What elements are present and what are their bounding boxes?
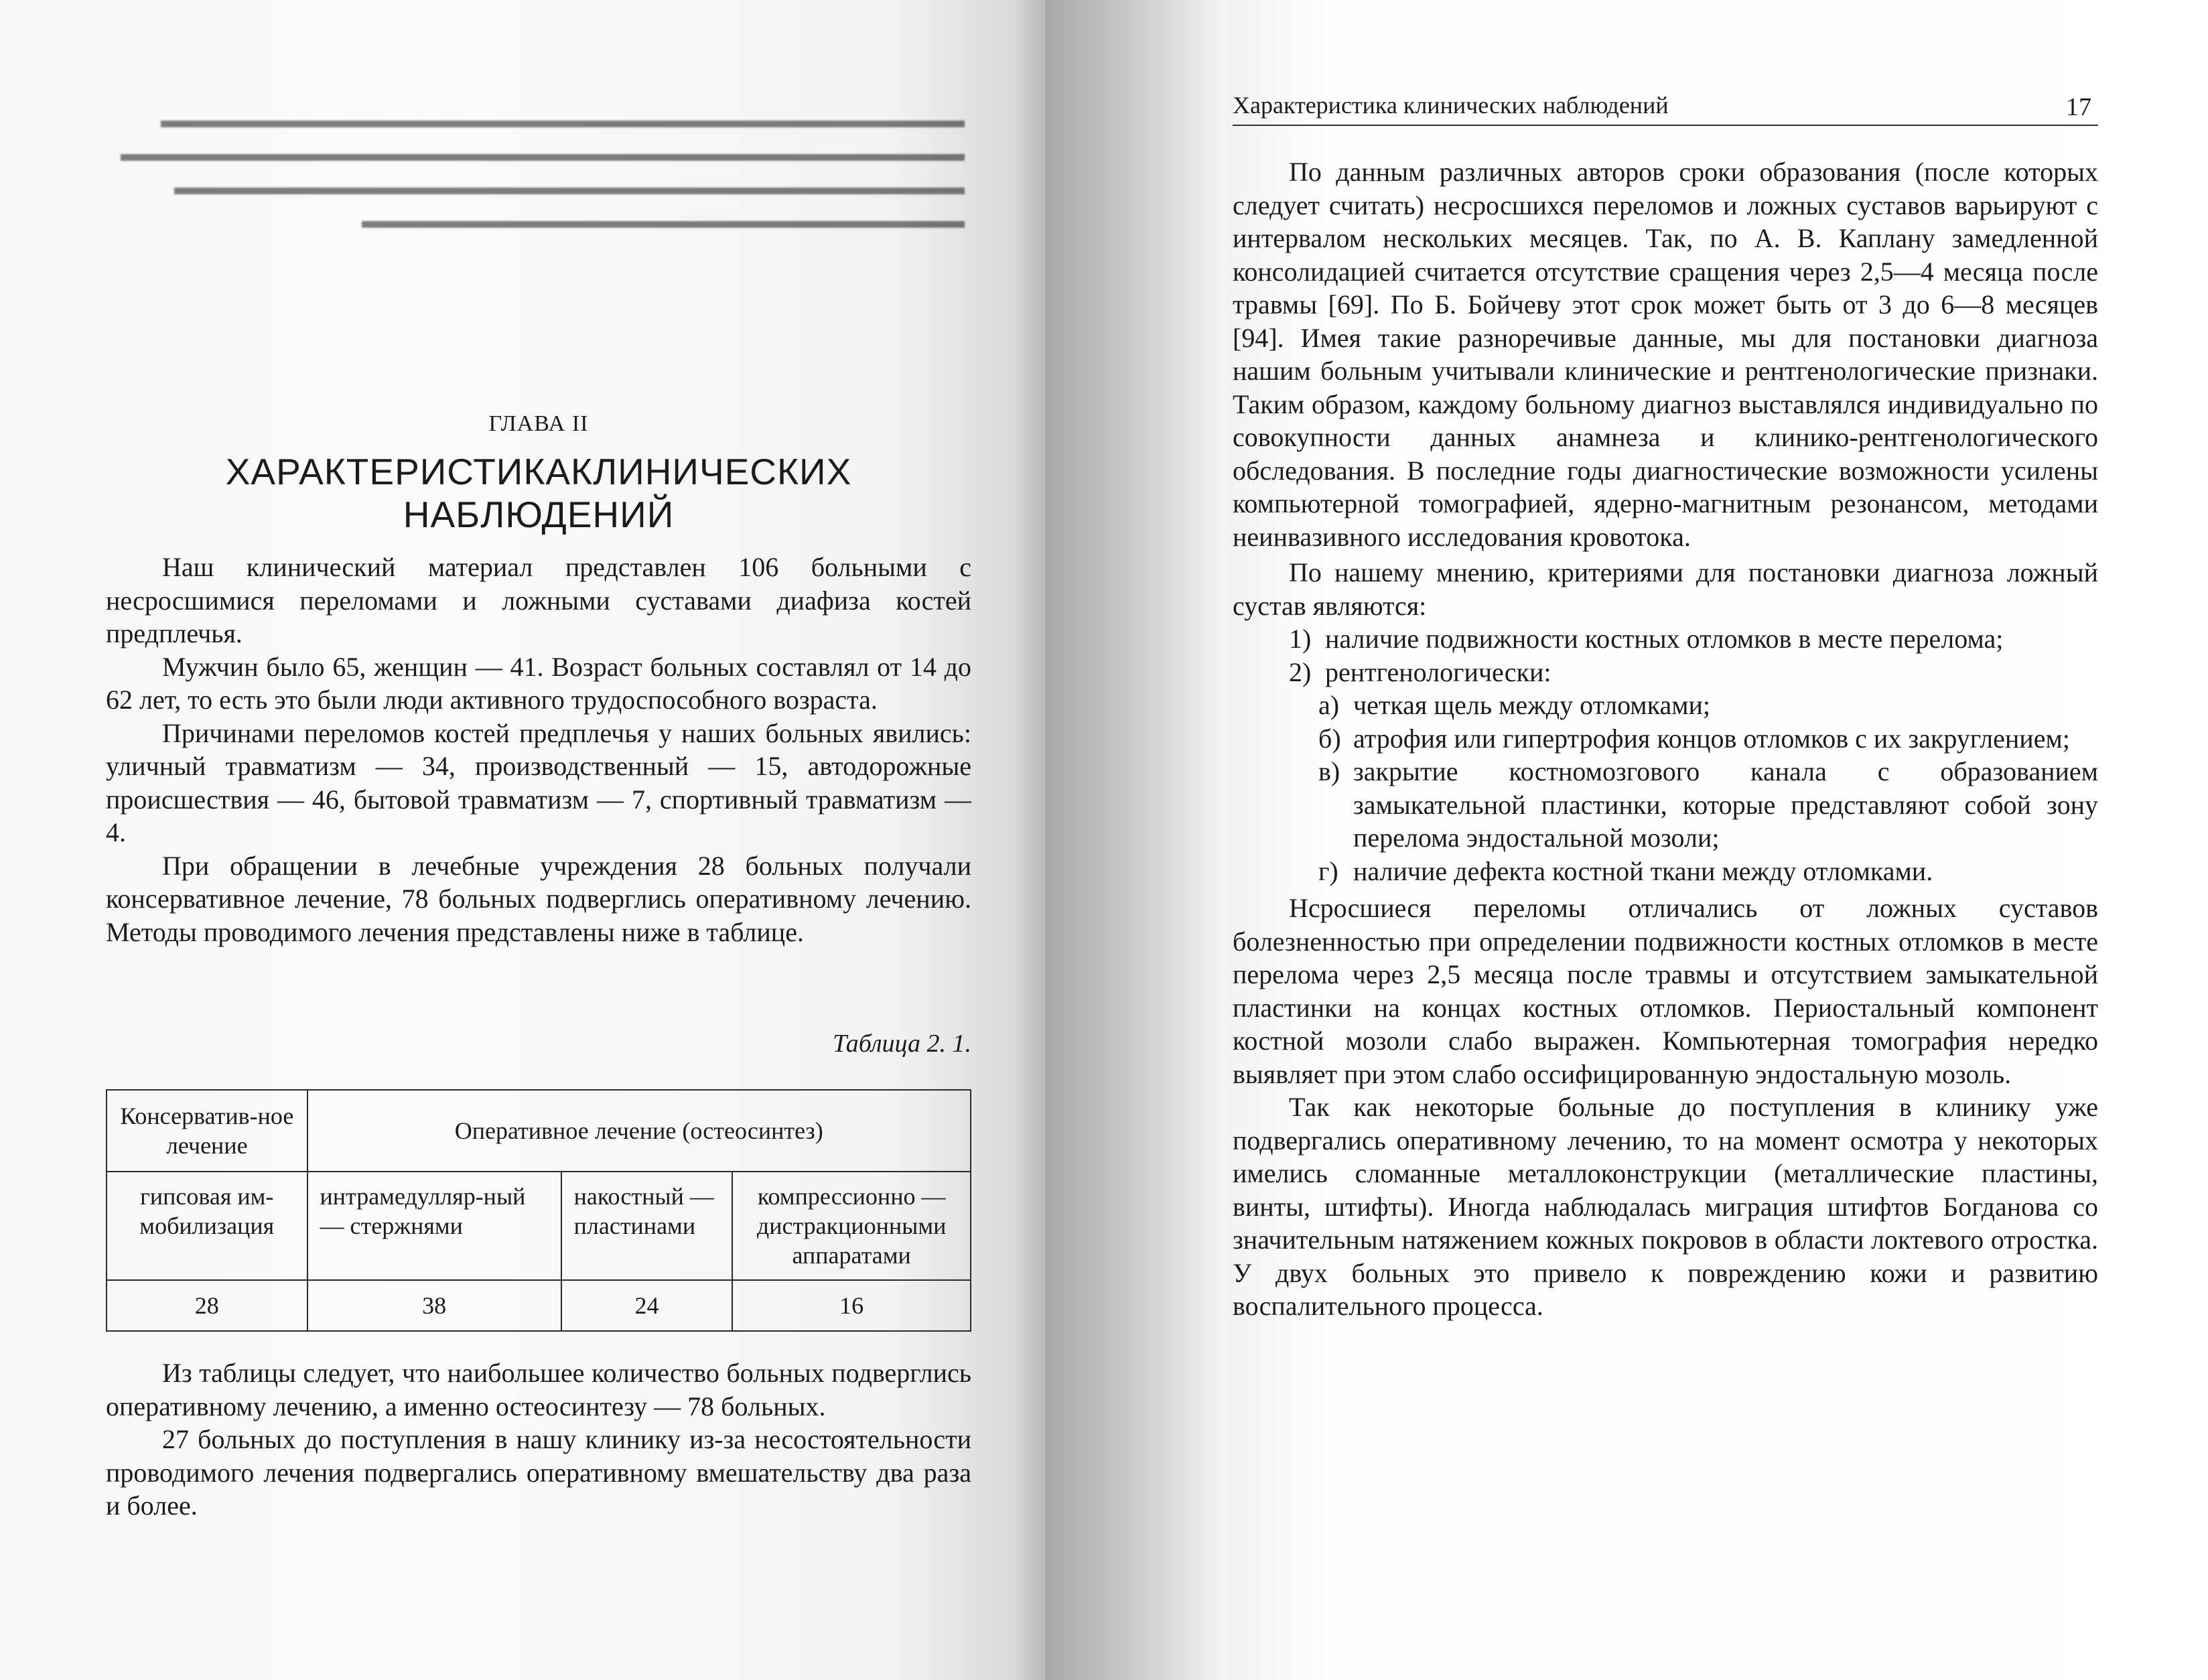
subheader-compression: компрессионно — дистракционными аппаратами — [732, 1172, 971, 1280]
list-item-text: наличие подвижности костных отломков в месте перелома; — [1325, 624, 2004, 654]
value-plaster: 28 — [107, 1280, 307, 1331]
list-marker: в) — [1318, 756, 1340, 786]
list-item — [1233, 656, 2098, 689]
list-item-text: четкая щель между отломками; — [1353, 690, 1711, 720]
chapter-label: ГЛАВА II — [488, 411, 589, 436]
subheader-plates: накостный — пластинами — [561, 1172, 733, 1280]
table-header-row — [107, 1090, 971, 1172]
show-through-decoration — [107, 94, 965, 315]
subheader-plaster: гипсовая им-мобилизация — [107, 1172, 307, 1280]
paragraph: 27 больных до поступления в нашу клинику из-за несостоятельности проводимого лечения подвергались оперативному вмешательству два раза и более. — [106, 1424, 971, 1521]
right-body-text — [1233, 155, 2098, 1323]
sublist-item — [1233, 689, 2098, 722]
paragraph: Из таблицы следует, что наибольшее количество больных подверглись оперативному лечению, а именно остеосинтезу — 78 больных. — [106, 1358, 971, 1421]
chapter-title-line1: ХАРАКТЕРИСТИКАКЛИНИЧЕСКИХ — [225, 451, 852, 492]
list-marker: а) — [1318, 690, 1340, 720]
paragraph: По данным различных авторов сроки образования (после которых следует считать) несросшихся переломов и ложных суставов варьируют с интервалом нескольких месяцев. Так, по А. В. Каплану замедленной консолидацией считается отсутствие сращения через 2,5—4 месяца после травмы [69]. По Б. Бойчеву этот срок может быть от 3 до 6—8 месяцев [94]. Имея такие разноречивые данные, мы для постановки диагноза нашим больным учитывали клинические и рентгенологические признаки. Таким образом, каждому больному диагноз выставлялся индивидуально по совокупности данных анамнеза и клинико-рентгенологического обследования. В последние годы диагностические возможности усилены компьютерной томографией, ядерно-магнитным резонансом, методами неинвазивного исследования кровотока. — [1233, 157, 2098, 552]
table-subheader-row — [107, 1172, 971, 1280]
subheader-intramedullary: интрамедулляр-ный — стержнями — [307, 1172, 561, 1280]
paragraph: По нашему мнению, критериями для постановки диагноза ложный сустав являются: — [1233, 557, 2098, 621]
paragraph: Наш клинический материал представлен 106 больными с несросшимися переломами и ложными суставами диафиза костей предплечья. — [106, 552, 971, 648]
header-operative: Оперативное лечение (остеосинтез) — [307, 1090, 971, 1172]
paragraph: Причинами переломов костей предплечья у наших больных явились: уличный травматизм — 34, производственный — 15, автодорожные происшествия — 46, бытовой травматизм — 7, спортивный травматизм — 4. — [106, 717, 971, 847]
list-item-text: закрытие костномозгового канала с образованием замыкательной пластинки, которые представляют собой зону перелома эндостальной мозоли; — [1353, 756, 2098, 853]
value-intramedullary: 38 — [307, 1280, 561, 1331]
table-values-row — [107, 1280, 971, 1331]
paragraph: Мужчин было 65, женщин — 41. Возраст больных составлял от 14 до 62 лет, то есть это были люди активного трудоспособного возраста. — [106, 651, 971, 715]
chapter-title — [106, 450, 971, 536]
paragraph: При обращении в лечебные учреждения 28 больных получали консервативное лечение, 78 больных подверглись оперативному лечению. Методы проводимого лечения представлены ниже в таблице. — [106, 850, 971, 947]
chapter-title-line2: НАБЛЮДЕНИЙ — [403, 494, 675, 535]
paragraph: Так как некоторые больные до поступления в клинику уже подвергались оперативному лечению, то на момент осмотра у некоторых имелись сломанные металлоконструкции (металлические пластины, винты, штифты). Иногда наблюдалась миграция штифтов Богданова со значительным натяжением кожных покровов в области локтевого отростка. У двух больных это привело к повреждению кожи и развитию воспалительного процесса. — [1233, 1092, 2098, 1321]
left-body-text-after-table — [106, 1356, 971, 1523]
list-item-text: наличие дефекта костной ткани между отломками. — [1353, 855, 1933, 886]
page-number: 17 — [2066, 93, 2091, 121]
list-item-text: атрофия или гипертрофия концов отломков с их закруглением; — [1353, 723, 2070, 754]
sublist-item — [1233, 855, 2098, 888]
treatment-methods-table — [106, 1089, 971, 1332]
sublist-item — [1233, 755, 2098, 855]
list-marker: г) — [1318, 855, 1338, 886]
running-head — [1233, 88, 2098, 126]
paragraph: Нсросшиеся переломы отличались от ложных суставов болезненностью при определении подвижности костных отломков в месте перелома через 2,5 месяца после травмы и отсутствием замыкательной пластинки на концах костных отломков. Периостальный компонент костной мозоли слабо выражен. Компьютерная томография нередко выявляет при этом слабо оссифицированную эндостальную мозоль. — [1233, 893, 2098, 1089]
list-marker: 2) — [1289, 656, 1312, 687]
sublist-item — [1233, 722, 2098, 756]
running-head-title: Характеристика клинических наблюдений — [1233, 92, 1669, 119]
list-item-text: рентгенологически: — [1325, 656, 1551, 687]
book-gutter — [1045, 0, 1226, 1680]
value-plates: 24 — [561, 1280, 733, 1331]
header-conservative: Консерватив-ное лечение — [107, 1090, 307, 1172]
value-compression: 16 — [732, 1280, 971, 1331]
list-marker: б) — [1318, 723, 1341, 754]
list-item — [1233, 622, 2098, 656]
criteria-list — [1233, 622, 2098, 888]
left-body-text — [106, 551, 971, 949]
table-caption: Таблица 2. 1. — [833, 1030, 971, 1058]
list-marker: 1) — [1289, 624, 1312, 654]
